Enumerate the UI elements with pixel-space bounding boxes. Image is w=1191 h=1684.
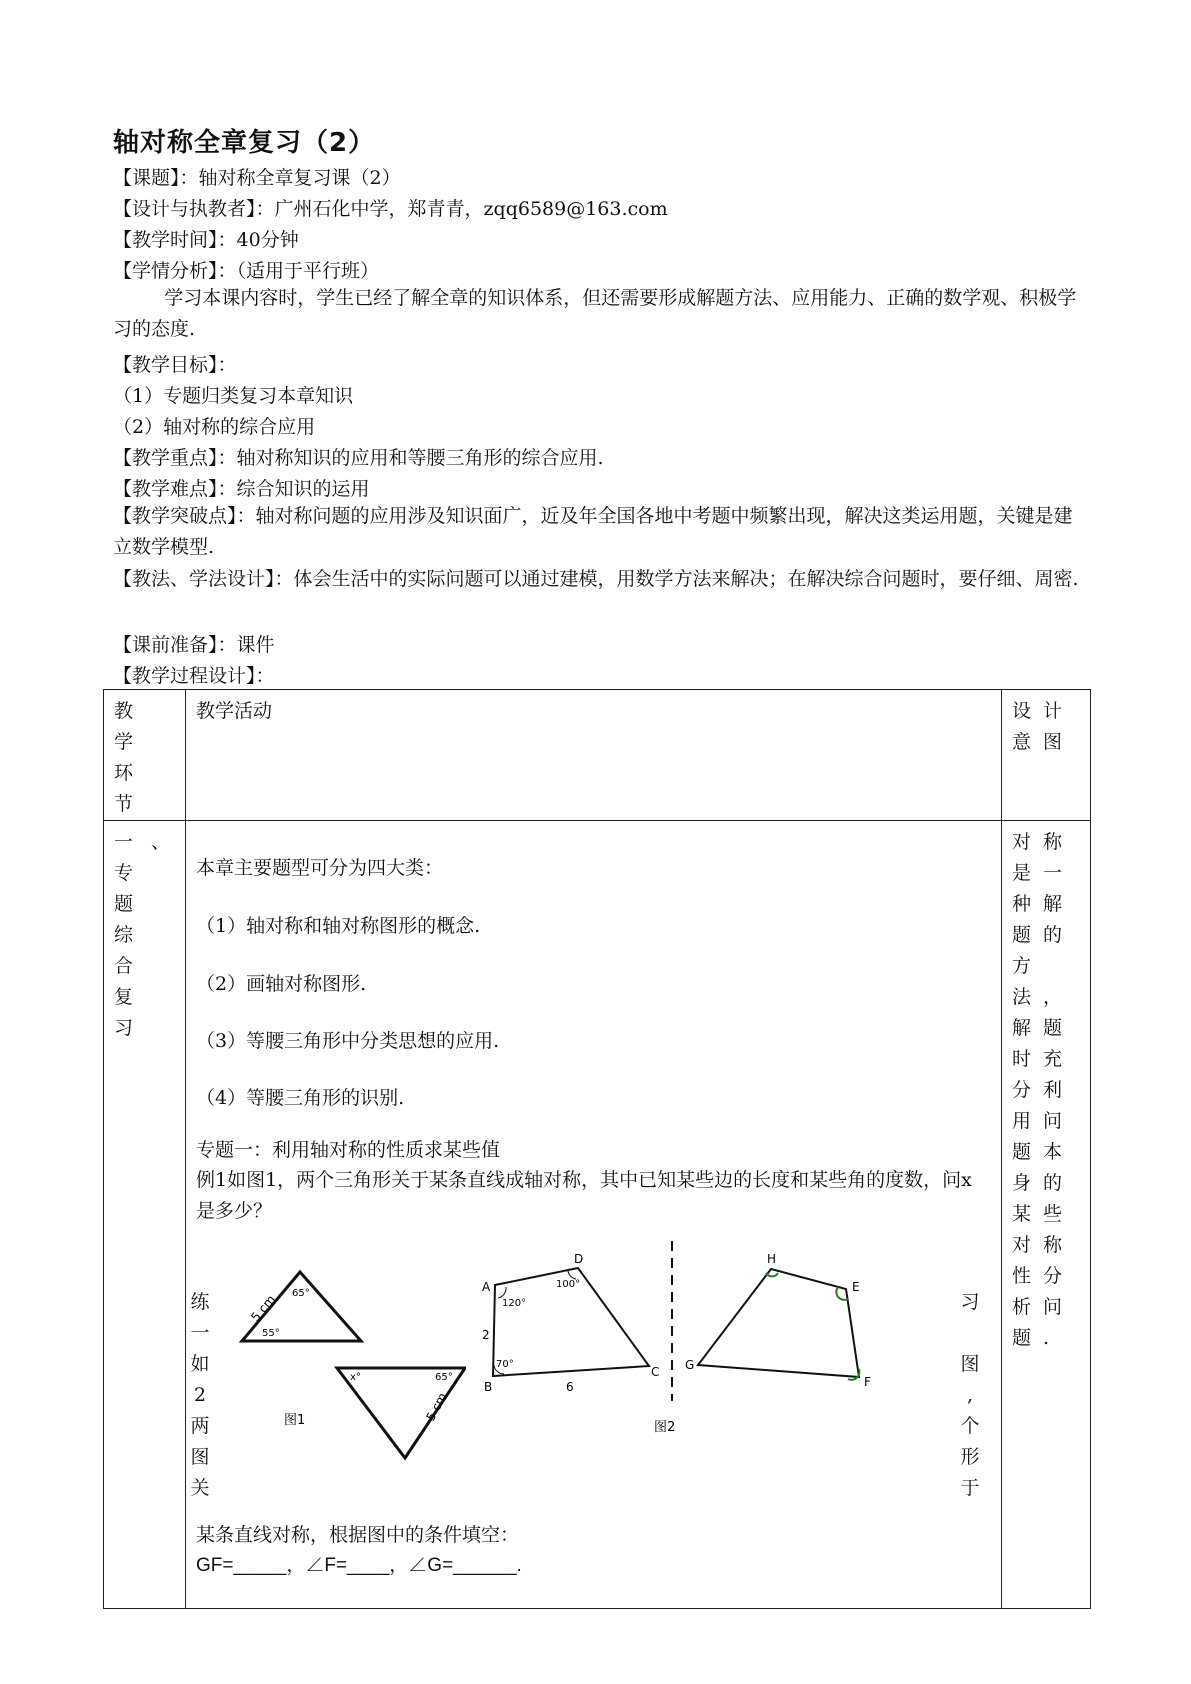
analysis-text: 学习本课内容时，学生已经了解全章的知识体系，但还需要形成解题方法、应用能力、正确的数学观、积极学习的态度. xyxy=(113,287,1077,340)
practice-right-char: 习 xyxy=(960,1291,980,1313)
activity-item-2: （2）画轴对称图形. xyxy=(196,973,367,995)
designer-line xyxy=(113,194,668,221)
practice-right-char: 于 xyxy=(960,1477,980,1499)
angle-d-value: 100° xyxy=(556,1279,581,1290)
label-h: H xyxy=(767,1252,777,1266)
breakthrough-value: ：轴对称问题的应用涉及知识面广，近及年全国各地中考题中频繁出现，解决这类运用题，关键是建立数学模型. xyxy=(113,505,1073,558)
header-intent-cell xyxy=(1002,690,1091,821)
topic-1-heading: 专题一：利用轴对称的性质求某些值 xyxy=(196,1139,501,1161)
prep-line xyxy=(113,630,275,657)
side-bc-value: 6 xyxy=(566,1380,574,1394)
process-label: 【教学过程设计】 xyxy=(113,665,256,687)
intent-text: 对称是一种解题的方法，解题时充分利用问题本身的某些对称性分析问题. xyxy=(1012,831,1075,1349)
designer-label: 【设计与执教者】 xyxy=(113,198,256,220)
practice-left-column xyxy=(188,1287,212,1504)
practice-left-char: 关 xyxy=(190,1477,210,1499)
angle-d-arc xyxy=(568,1271,576,1279)
breakthrough-label: 【教学突破点】 xyxy=(113,505,237,527)
method-value: ：体会生活中的实际问题可以通过建模，用数学方法来解决；在解决综合问题时，要仔细、周密. xyxy=(274,568,1079,590)
t1-angle-left: 55° xyxy=(262,1328,280,1339)
goal-1: （1）专题归类复习本章知识 xyxy=(113,385,354,407)
difficulty-line xyxy=(113,474,370,501)
goals-label: 【教学目标】 xyxy=(113,354,218,376)
label-g: G xyxy=(685,1358,695,1372)
practice-right-char: , xyxy=(966,1384,974,1406)
time-label: 【教学时间】 xyxy=(113,229,218,251)
practice-left-char: 如 xyxy=(190,1353,210,1375)
angle-b-value: 70° xyxy=(496,1359,514,1370)
header-intent: 设计意图 xyxy=(1012,700,1075,753)
activity-item-4: （4）等腰三角形的识别. xyxy=(196,1087,405,1109)
fig2-caption: 图2 xyxy=(654,1420,676,1435)
label-b: B xyxy=(484,1380,493,1394)
practice-left-char: 两 xyxy=(190,1415,210,1437)
prep-label: 【课前准备】 xyxy=(113,634,218,656)
quad-efgh xyxy=(698,1269,859,1377)
t1-angle-top: 65° xyxy=(292,1288,310,1299)
process-value: ： xyxy=(255,665,275,687)
angle-a-value: 120° xyxy=(502,1298,527,1309)
practice-left-char: 练 xyxy=(190,1291,210,1313)
topic-label: 【课题】 xyxy=(113,167,180,189)
header-activity: 教学活动 xyxy=(196,700,273,722)
intent-cell xyxy=(1002,821,1091,1609)
goals-line xyxy=(113,350,237,377)
analysis-value: ：（适用于平行班） xyxy=(217,260,380,282)
angle-a-arc xyxy=(498,1287,506,1298)
t2-angle-left: x° xyxy=(350,1372,361,1383)
fill-blanks: GF=_____，∠F=____，∠G=______. xyxy=(196,1555,522,1576)
analysis-line xyxy=(113,256,379,283)
label-e: E xyxy=(852,1280,860,1294)
time-value: ：40分钟 xyxy=(217,229,299,251)
activity-cell xyxy=(186,821,1002,1609)
practice-right-char: 个 xyxy=(960,1415,980,1437)
key-line xyxy=(113,443,604,470)
header-activity-cell xyxy=(186,690,1002,821)
practice-right-char: 图 xyxy=(960,1353,980,1375)
label-d: D xyxy=(574,1252,584,1266)
topic-line xyxy=(113,163,401,190)
time-line xyxy=(113,225,299,252)
prep-value: ：课件 xyxy=(217,634,275,656)
process-table xyxy=(103,689,1091,1609)
stage-text: 一、专题综合复习 xyxy=(114,831,189,1039)
fig1-caption: 图1 xyxy=(284,1413,306,1428)
page-title: 轴对称全章复习（2） xyxy=(113,128,376,158)
topic-value: ：轴对称全章复习课（2） xyxy=(179,167,401,189)
difficulty-value: ：综合知识的运用 xyxy=(217,478,370,500)
label-c: C xyxy=(651,1365,660,1379)
goal-2: （2）轴对称的综合应用 xyxy=(113,416,316,438)
practice-right-column xyxy=(958,1287,982,1504)
table-header-row xyxy=(104,690,1091,821)
t1-side: 5 cm xyxy=(248,1292,279,1325)
side-ab-value: 2 xyxy=(482,1328,490,1342)
method-label: 【教法、学法设计】 xyxy=(113,568,275,590)
activity-item-1: （1）轴对称和轴对称图形的概念. xyxy=(196,915,481,937)
key-value: ：轴对称知识的应用和等腰三角形的综合应用. xyxy=(217,447,604,469)
t2-angle-right: 65° xyxy=(435,1372,453,1383)
header-stage: 教学环节 xyxy=(114,700,152,815)
t2-side: 5 cm xyxy=(423,1390,450,1424)
goals-value: ： xyxy=(217,354,237,376)
activity-content xyxy=(186,821,1001,1608)
method-line xyxy=(113,564,1083,595)
process-line xyxy=(113,661,275,688)
designer-value: ：广州石化中学，郑青青，zqq6589@163.com xyxy=(255,198,668,220)
example-1: 例1如图1，两个三角形关于某条直线成轴对称，其中已知某些边的长度和某些角的度数，问x是多少？ xyxy=(196,1169,972,1222)
figure-1 xyxy=(226,1266,466,1466)
key-label: 【教学重点】 xyxy=(113,447,218,469)
activity-item-3: （3）等腰三角形中分类思想的应用. xyxy=(196,1030,500,1052)
analysis-label: 【学情分析】 xyxy=(113,260,218,282)
difficulty-label: 【教学难点】 xyxy=(113,478,218,500)
figure-2 xyxy=(476,1241,896,1441)
activity-intro: 本章主要题型可分为四大类： xyxy=(196,857,444,879)
label-f: F xyxy=(864,1375,871,1389)
practice-left-char: 一 xyxy=(190,1322,210,1344)
table-row xyxy=(104,821,1091,1609)
breakthrough-line xyxy=(113,501,1083,563)
label-a: A xyxy=(482,1280,491,1294)
practice-right-char: 形 xyxy=(960,1446,980,1468)
practice-left-char: 2 xyxy=(193,1384,207,1406)
header-stage-cell xyxy=(104,690,186,821)
practice-left-char: 图 xyxy=(190,1446,210,1468)
stage-cell xyxy=(104,821,189,1609)
practice-end: 某条直线对称，根据图中的条件填空： xyxy=(196,1524,520,1546)
